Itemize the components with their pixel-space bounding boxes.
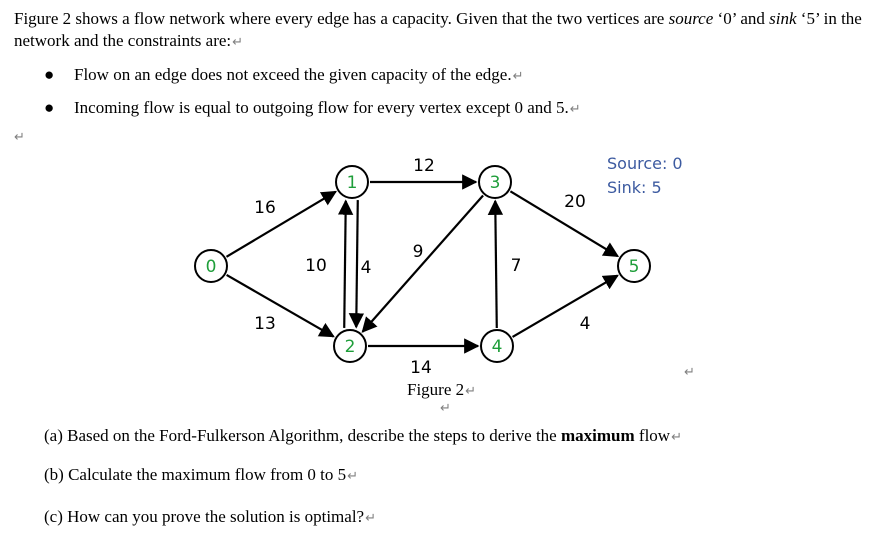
node-5: [618, 250, 650, 282]
sink-legend: Sink: 5: [607, 178, 662, 197]
bullet-dot-icon: ●: [44, 65, 55, 84]
intro-text-3: ‘5’ in the network and the constraints are:: [14, 9, 862, 50]
paragraph-mark-icon: ↵: [365, 511, 377, 526]
edge-capacity-0-1: 16: [254, 198, 276, 218]
edge-capacity-3-2: 9: [412, 242, 424, 262]
intro-text-1: Figure 2 shows a flow network where every edge has a capacity. Given that the two vertices are: [14, 9, 669, 28]
paragraph-mark-icon: ↵: [569, 102, 581, 117]
node-label-5: 5: [628, 257, 640, 277]
edge-capacity-3-5: 20: [564, 192, 586, 212]
paragraph-mark-icon: ↵: [684, 365, 695, 380]
node-label-0: 0: [205, 257, 217, 277]
node-label-3: 3: [489, 173, 501, 193]
figure-caption: Figure 2↵: [407, 380, 477, 399]
question-a: (a) Based on the Ford-Fulkerson Algorithm, describe the steps to derive the maximum flow↵: [44, 426, 682, 445]
edge-0-1: [226, 192, 335, 257]
paragraph-mark-icon: ↵: [347, 469, 359, 484]
paragraph-mark-icon: ↵: [14, 130, 25, 145]
node-2: [334, 330, 366, 362]
edge-2-1: [344, 201, 346, 328]
source-word: source: [668, 9, 714, 28]
node-4: [481, 330, 513, 362]
node-label-1: 1: [346, 173, 358, 193]
edge-4-3: [495, 201, 497, 328]
edge-capacity-0-2: 13: [254, 314, 276, 334]
question-c: (c) How can you prove the solution is optimal?↵: [44, 507, 377, 526]
bullet-dot-icon: ●: [44, 98, 55, 117]
paragraph-mark-icon: ↵: [512, 69, 524, 84]
edge-capacity-2-1: 4: [360, 258, 372, 278]
source-legend: Source: 0: [607, 154, 683, 173]
edge-capacity-1-3: 12: [413, 156, 435, 176]
edge-4-5: [513, 276, 618, 337]
paragraph-mark-icon: ↵: [671, 430, 682, 445]
edge-1-2: [356, 200, 358, 327]
node-0: [195, 250, 227, 282]
edge-capacity-2-4: 14: [410, 358, 432, 378]
edge-capacity-4-5: 4: [579, 314, 591, 334]
node-label-4: 4: [491, 337, 503, 357]
bold-maximum: maximum: [560, 426, 635, 445]
edge-capacity-1-2: 10: [305, 256, 327, 276]
edge-0-2: [227, 275, 334, 337]
bullet-text-2: Incoming flow is equal to outgoing flow for every vertex except 0 and 5.: [74, 98, 569, 117]
node-1: [336, 166, 368, 198]
intro-text-2: ‘0’ and: [713, 9, 770, 28]
bullet-text-1: Flow on an edge does not exceed the given capacity of the edge.: [74, 65, 512, 84]
paragraph-mark-icon: ↵: [440, 401, 451, 416]
edge-capacity-4-3: 7: [510, 256, 522, 276]
question-b: (b) Calculate the maximum flow from 0 to 5↵: [44, 465, 359, 484]
sink-word: sink: [769, 9, 797, 28]
edge-3-2: [360, 195, 483, 331]
paragraph-mark-icon: ↵: [465, 384, 477, 399]
paragraph-mark-icon: ↵: [232, 35, 244, 50]
node-3: [479, 166, 511, 198]
node-label-2: 2: [344, 337, 356, 357]
